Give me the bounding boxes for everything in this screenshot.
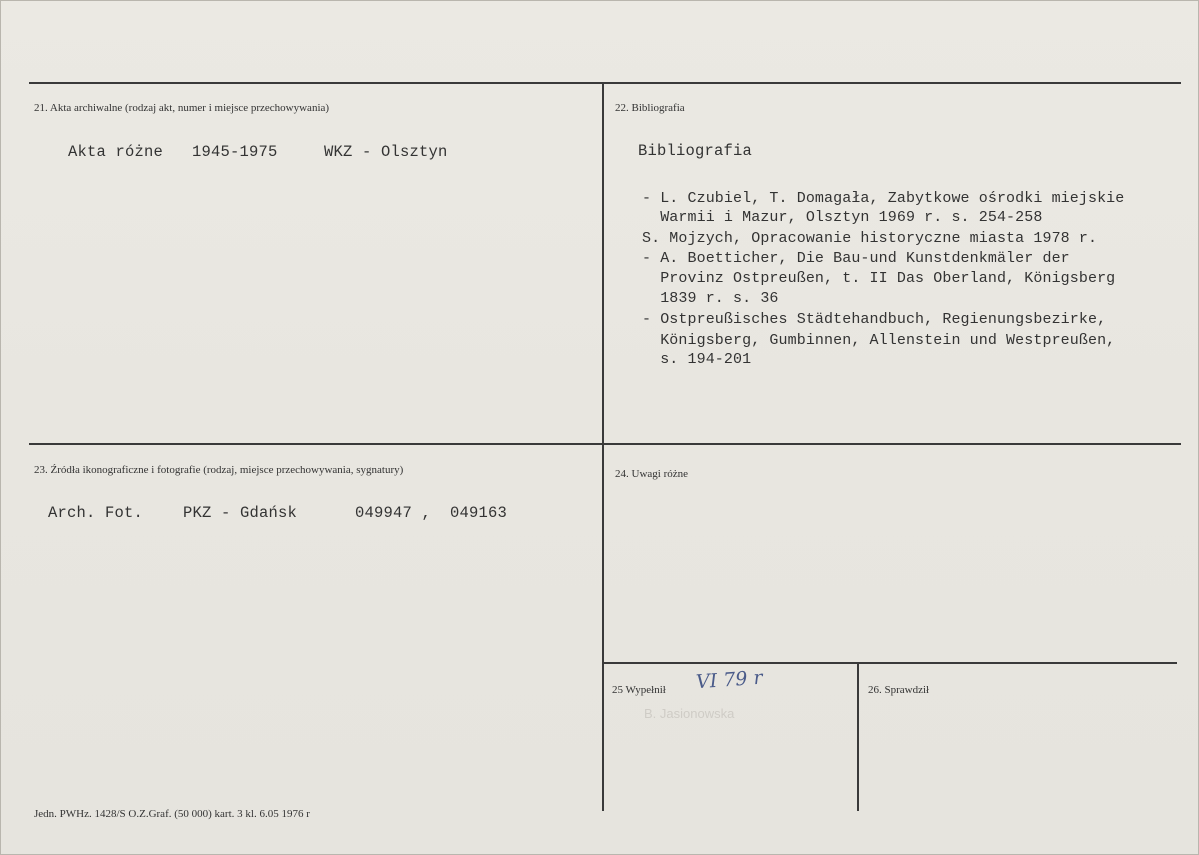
field-21-kind: Akta różne xyxy=(68,143,164,161)
field-21-years: 1945-1975 xyxy=(192,143,278,161)
field-24-label: 24. Uwagi różne xyxy=(615,468,689,480)
print-info-footer: Jedn. PWHz. 1428/S O.Z.Graf. (50 000) kart. 3 kl. 6.05 1976 r xyxy=(34,808,310,820)
field-21-place: WKZ - Olsztyn xyxy=(324,143,448,161)
bibliography-line: S. Mojzych, Opracowanie historyczne miasta 1978 r. xyxy=(642,230,1098,247)
bibliography-line: Warmii i Mazur, Olsztyn 1969 r. s. 254-258 xyxy=(642,209,1043,226)
field-22-heading: Bibliografia xyxy=(638,142,753,160)
bibliography-line: Provinz Ostpreußen, t. II Das Oberland, Königsberg xyxy=(642,270,1116,287)
faded-stamp: B. Jasionowska xyxy=(644,706,735,721)
center-divider xyxy=(602,82,604,811)
bibliography-line: s. 194-201 xyxy=(642,351,752,368)
bibliography-line: - Ostpreußisches Städtehandbuch, Regienungsbezirke, xyxy=(642,311,1107,328)
field-23-place: PKZ - Gdańsk xyxy=(183,504,298,522)
field-25-label: 25 Wypełnił xyxy=(612,684,666,696)
field-23-numbers: 049947 , 049163 xyxy=(355,504,508,522)
middle-rule xyxy=(29,443,1181,445)
field-23-kind: Arch. Fot. xyxy=(48,504,144,522)
signature-rule xyxy=(602,662,1177,664)
bibliography-line: - L. Czubiel, T. Domagała, Zabytkowe ośrodki miejskie xyxy=(642,190,1125,207)
bibliography-line: 1839 r. s. 36 xyxy=(642,290,779,307)
signature-divider xyxy=(857,662,859,811)
handwritten-date: VI 79 r xyxy=(695,666,764,694)
field-22-label: 22. Bibliografia xyxy=(615,102,685,114)
field-23-label: 23. Źródła ikonograficzne i fotografie (rodzaj, miejsce przechowywania, sygnatury) xyxy=(34,464,404,476)
field-21-label: 21. Akta archiwalne (rodzaj akt, numer i miejsce przechowywania) xyxy=(34,102,330,114)
bibliography-line: - A. Boetticher, Die Bau-und Kunstdenkmäler der xyxy=(642,250,1070,267)
top-rule xyxy=(29,82,1181,84)
field-26-label: 26. Sprawdził xyxy=(868,684,930,696)
bibliography-line: Königsberg, Gumbinnen, Allenstein und Westpreußen, xyxy=(642,332,1116,349)
